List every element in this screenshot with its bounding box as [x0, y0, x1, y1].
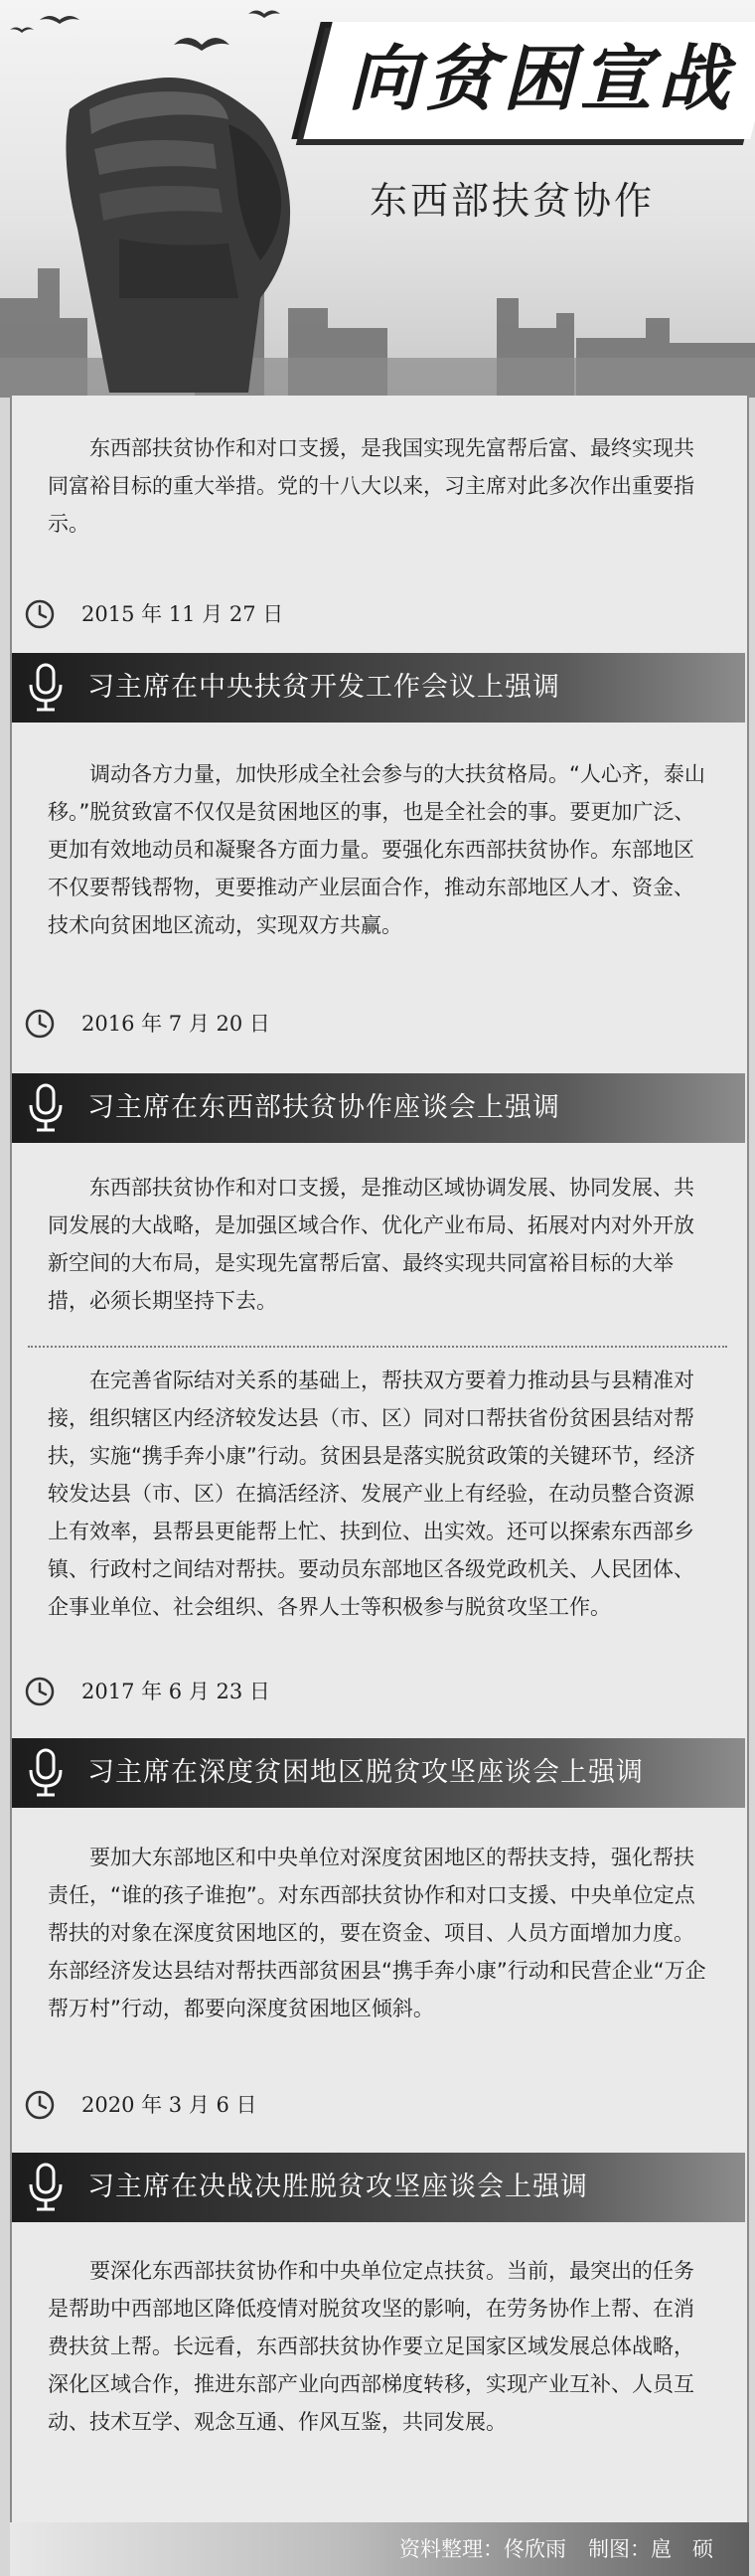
dotted-divider: [28, 1346, 727, 1348]
clock-icon: [24, 1008, 56, 1040]
date-text: 2016 年 7 月 20 日: [81, 1012, 270, 1036]
credits-text: [399, 2522, 713, 2576]
section-paragraph: 调动各方力量，加快形成全社会参与的大扶贫格局。“人心齐，泰山移。”脱贫致富不仅仅是贫困地区的事，也是全社会的事。要更加广泛、更加有效地动员和凝聚各方面力量。要强化东西部扶贫协作。东部地区不仅要帮钱帮物，更要推动产业层面合作，推动东部地区人才、资金、技术向贫困地区流动，实现双方共赢。: [48, 762, 705, 937]
microphone-icon: [26, 2163, 66, 2212]
compiler-name: 佟欣雨: [504, 2537, 566, 2561]
microphone-icon: [26, 1748, 66, 1798]
microphone-icon: [26, 1083, 66, 1133]
designer-label: 制图：: [588, 2537, 651, 2561]
page-subtitle: 东西部扶贫协作: [370, 179, 656, 223]
section-heading-bar-2: [12, 1073, 745, 1143]
section-heading-bar-1: [12, 653, 745, 723]
clock-icon: [24, 2089, 56, 2121]
clock-icon: [24, 598, 56, 630]
section-heading: 习主席在决战决胜脱贫攻坚座谈会上强调: [87, 2172, 588, 2202]
designer-name: 扈 硕: [651, 2537, 713, 2561]
section-heading-bar-4: [12, 2153, 745, 2222]
credits-footer: [10, 2522, 749, 2576]
clock-icon: [24, 1676, 56, 1707]
section-heading: 习主席在深度贫困地区脱贫攻坚座谈会上强调: [87, 1757, 644, 1788]
section-paragraph: 要深化东西部扶贫协作和中央单位定点扶贫。当前，最突出的任务是帮助中西部地区降低疫情对脱贫攻坚的影响，在劳务协作上帮、在消费扶贫上帮。长远看，东西部扶贫协作要立足国家区域发展总体战略，深化区域合作，推进东部产业向西部梯度转移，实现产业互补、人员互动、技术互学、观念互通、作风互鉴，共同发展。: [48, 2259, 694, 2434]
date-text: 2017 年 6 月 23 日: [81, 1680, 270, 1703]
section-heading: 习主席在中央扶贫开发工作会议上强调: [87, 672, 560, 703]
section-heading: 习主席在东西部扶贫协作座谈会上强调: [87, 1092, 560, 1123]
section-paragraph: 要加大东部地区和中央单位对深度贫困地区的帮扶支持，强化帮扶责任，“谁的孩子谁抱”。对东西部扶贫协作和对口支援、中央单位定点帮扶的对象在深度贫困地区的，要在资金、项目、人员方面增加力度。东部经济发达县结对帮扶西部贫困县“携手奔小康”行动和民营企业“万企帮万村”行动，都要向深度贫困地区倾斜。: [48, 1846, 706, 2020]
microphone-icon: [26, 663, 66, 713]
date-text: 2015 年 11 月 27 日: [81, 602, 284, 626]
section-paragraph: 在完善省际结对关系的基础上，帮扶双方要着力推动县与县精准对接，组织辖区内经济较发达县（市、区）同对口帮扶省份贫困县结对帮扶，实施“携手奔小康”行动。贫困县是落实脱贫政策的关键环节，经济较发达县（市、区）在搞活经济、发展产业上有经验，在动员整合资源上有效率，县帮县更能帮上忙、扶到位、出实效。还可以探索东西部乡镇、行政村之间结对帮扶。要动员东部地区各级党政机关、人民团体、企事业单位、社会组织、各界人士等积极参与脱贫攻坚工作。: [48, 1368, 695, 1619]
section-heading-bar-3: [12, 1738, 745, 1808]
header-banner: [0, 0, 755, 398]
intro-paragraph: 东西部扶贫协作和对口支援，是我国实现先富帮后富、最终实现共同富裕目标的重大举措。党的十八大以来，习主席对此多次作出重要指示。: [48, 436, 694, 536]
birds-icon: [10, 11, 280, 52]
date-text: 2020 年 3 月 6 日: [81, 2093, 257, 2117]
page-title: 向贫困宣战: [348, 36, 736, 120]
section-paragraph: 东西部扶贫协作和对口支援，是推动区域协调发展、协同发展、共同发展的大战略，是加强区域合作、优化产业布局、拓展对内对外开放新空间的大布局，是实现先富帮后富、最终实现共同富裕目标的大举措，必须长期坚持下去。: [48, 1176, 694, 1313]
compiler-label: 资料整理：: [399, 2537, 504, 2561]
